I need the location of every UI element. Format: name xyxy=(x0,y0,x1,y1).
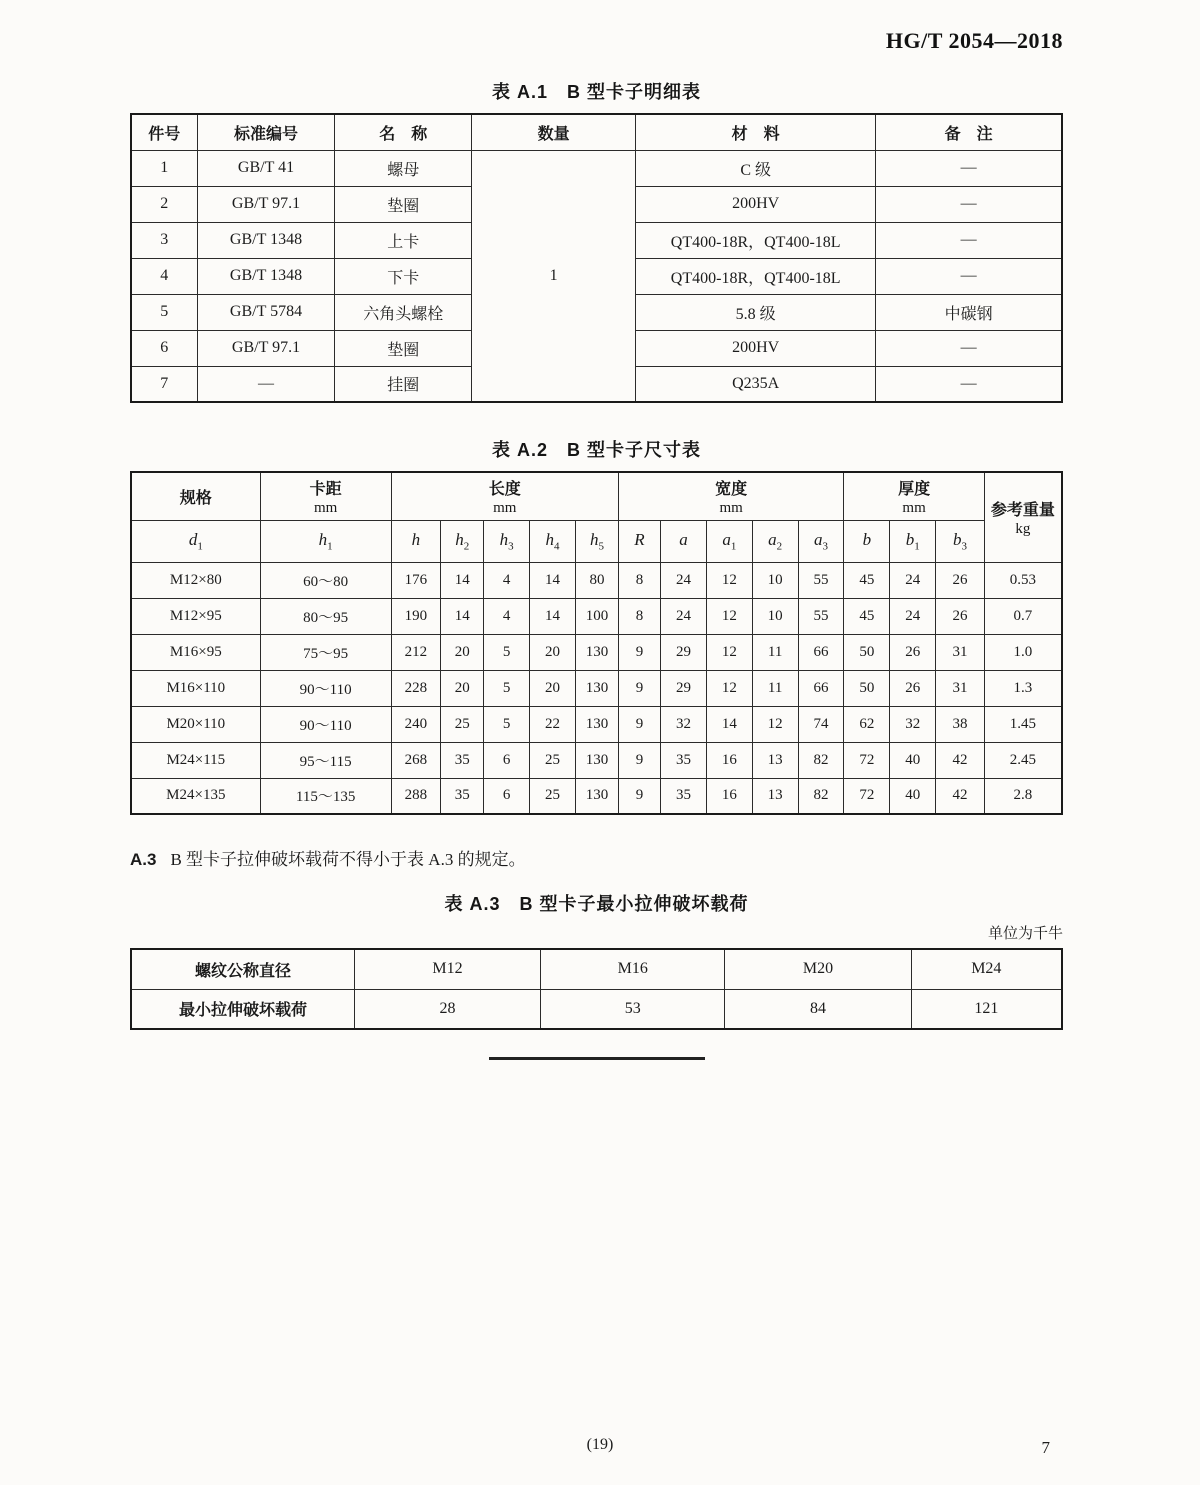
cell: M24×115 xyxy=(131,742,260,778)
table-row xyxy=(131,634,1062,670)
cell: QT400-18R，QT400-18L xyxy=(636,258,876,294)
cell: 31 xyxy=(936,634,985,670)
symbol-h1: $h_1$ xyxy=(260,520,391,562)
group-label: 长度 xyxy=(488,480,521,498)
col-group-thickness xyxy=(844,472,984,520)
cell: 1.3 xyxy=(984,670,1062,706)
row-header-min-breaking-load: 最小拉伸破坏载荷 xyxy=(131,989,354,1029)
cell: 130 xyxy=(575,634,618,670)
col-group-ref-weight xyxy=(984,472,1062,562)
cell: 200HV xyxy=(636,186,876,222)
cell: — xyxy=(876,186,1062,222)
cell: 200HV xyxy=(636,330,876,366)
cell: 26 xyxy=(890,634,936,670)
cell: M16×95 xyxy=(131,634,260,670)
cell: 5 xyxy=(484,706,530,742)
cell: 1.45 xyxy=(984,706,1062,742)
end-of-text-divider xyxy=(489,1057,705,1060)
table-a2 xyxy=(130,471,1063,815)
cell: 4 xyxy=(131,258,197,294)
cell: 90～110 xyxy=(260,706,391,742)
cell: 84 xyxy=(725,989,911,1029)
cell: — xyxy=(876,150,1062,186)
cell: 240 xyxy=(391,706,441,742)
cell: M16×110 xyxy=(131,670,260,706)
cell: 26 xyxy=(936,598,985,634)
cell: 11 xyxy=(752,670,798,706)
cell: 挂圈 xyxy=(335,366,472,402)
cell: 72 xyxy=(844,742,890,778)
table-row xyxy=(131,150,1062,186)
footer-page-number: 7 xyxy=(1041,1438,1050,1457)
table-a1 xyxy=(130,113,1063,403)
cell: 12 xyxy=(706,562,752,598)
cell: 5 xyxy=(131,294,197,330)
cell: 90～110 xyxy=(260,670,391,706)
cell: 1 xyxy=(131,150,197,186)
cell: 55 xyxy=(798,562,844,598)
col-group-spec: 规格 xyxy=(131,472,260,520)
cell: 11 xyxy=(752,634,798,670)
group-unit: mm xyxy=(313,499,338,516)
cell: 13 xyxy=(752,778,798,814)
cell: 26 xyxy=(890,670,936,706)
symbol-a: a xyxy=(661,520,707,562)
cell: 0.53 xyxy=(984,562,1062,598)
cell: M20×110 xyxy=(131,706,260,742)
group-unit: kg xyxy=(1015,520,1031,537)
cell: 288 xyxy=(391,778,441,814)
cell: 38 xyxy=(936,706,985,742)
cell: 10 xyxy=(752,562,798,598)
cell: 25 xyxy=(530,742,576,778)
quantity-merged-cell: 1 xyxy=(472,150,636,402)
symbol-h3: $h_3$ xyxy=(484,520,530,562)
cell: 24 xyxy=(890,562,936,598)
cell: 130 xyxy=(575,706,618,742)
cell: 45 xyxy=(844,562,890,598)
col-header-standard-no: 标准编号 xyxy=(197,114,335,150)
cell: 24 xyxy=(661,562,707,598)
symbol-b: b xyxy=(844,520,890,562)
cell: 14 xyxy=(441,562,484,598)
cell: 2 xyxy=(131,186,197,222)
cell: 24 xyxy=(661,598,707,634)
cell: 29 xyxy=(661,634,707,670)
cell: 72 xyxy=(844,778,890,814)
cell: 35 xyxy=(661,778,707,814)
cell: 9 xyxy=(618,670,660,706)
table-a1-header-row xyxy=(131,114,1062,150)
cell: 228 xyxy=(391,670,441,706)
cell: 螺母 xyxy=(335,150,472,186)
row-header-thread-diameter: 螺纹公称直径 xyxy=(131,949,354,989)
cell: 82 xyxy=(798,778,844,814)
cell: 55 xyxy=(798,598,844,634)
cell: 6 xyxy=(131,330,197,366)
col-header-quantity: 数量 xyxy=(472,114,636,150)
cell: 190 xyxy=(391,598,441,634)
table-a2-title: 表 A.2 B 型卡子尺寸表 xyxy=(491,440,701,460)
cell: 1.0 xyxy=(984,634,1062,670)
group-unit: mm xyxy=(493,499,517,516)
cell: GB/T 1348 xyxy=(197,258,335,294)
group-unit: mm xyxy=(902,499,926,516)
footer-center-number: (19) xyxy=(586,1436,614,1453)
cell: 14 xyxy=(530,562,576,598)
cell: M12 xyxy=(354,949,540,989)
cell: 上卡 xyxy=(335,222,472,258)
cell: 74 xyxy=(798,706,844,742)
table-row xyxy=(131,670,1062,706)
group-label: 宽度 xyxy=(715,480,748,498)
cell: 53 xyxy=(541,989,725,1029)
cell: 25 xyxy=(530,778,576,814)
table-row xyxy=(131,562,1062,598)
cell: 32 xyxy=(890,706,936,742)
cell: 130 xyxy=(575,778,618,814)
col-header-item-no: 件号 xyxy=(131,114,197,150)
cell: 82 xyxy=(798,742,844,778)
cell: C 级 xyxy=(636,150,876,186)
cell: 16 xyxy=(706,742,752,778)
cell: M20 xyxy=(725,949,911,989)
cell: 31 xyxy=(936,670,985,706)
cell: 35 xyxy=(441,778,484,814)
symbol-b1: $b_1$ xyxy=(890,520,936,562)
cell: M16 xyxy=(541,949,725,989)
cell: — xyxy=(876,366,1062,402)
cell: 5.8 级 xyxy=(636,294,876,330)
cell: 121 xyxy=(911,989,1062,1029)
cell: 25 xyxy=(441,706,484,742)
table-a3-title: 表 A.3 B 型卡子最小拉伸破坏载荷 xyxy=(444,894,749,914)
cell: GB/T 5784 xyxy=(197,294,335,330)
cell: 12 xyxy=(706,634,752,670)
cell: 80 xyxy=(575,562,618,598)
cell: 10 xyxy=(752,598,798,634)
cell: 20 xyxy=(441,670,484,706)
table-a2-symbol-row xyxy=(131,520,1062,562)
cell: 14 xyxy=(706,706,752,742)
table-row xyxy=(131,949,1062,989)
col-header-material: 材 料 xyxy=(636,114,876,150)
cell: 12 xyxy=(752,706,798,742)
table-a1-title: 表 A.1 B 型卡子明细表 xyxy=(491,82,701,102)
cell: 下卡 xyxy=(335,258,472,294)
cell: 50 xyxy=(844,634,890,670)
page-content xyxy=(130,0,1063,1060)
cell: 垫圈 xyxy=(335,186,472,222)
symbol-b3: $b_3$ xyxy=(936,520,985,562)
cell: 4 xyxy=(484,562,530,598)
symbol-a1: $a_1$ xyxy=(706,520,752,562)
cell: 5 xyxy=(484,634,530,670)
cell: — xyxy=(876,258,1062,294)
cell: 35 xyxy=(441,742,484,778)
symbol-h5: $h_5$ xyxy=(575,520,618,562)
cell: 9 xyxy=(618,742,660,778)
table-row xyxy=(131,989,1062,1029)
cell: 95～115 xyxy=(260,742,391,778)
cell: 50 xyxy=(844,670,890,706)
cell: 0.7 xyxy=(984,598,1062,634)
cell: 60～80 xyxy=(260,562,391,598)
cell: 12 xyxy=(706,598,752,634)
cell: M12×80 xyxy=(131,562,260,598)
cell: 130 xyxy=(575,742,618,778)
cell: 2.45 xyxy=(984,742,1062,778)
cell: 14 xyxy=(530,598,576,634)
cell: 115～135 xyxy=(260,778,391,814)
cell: 62 xyxy=(844,706,890,742)
col-group-clamp-span xyxy=(260,472,391,520)
cell: 20 xyxy=(441,634,484,670)
col-group-length xyxy=(391,472,618,520)
cell: 26 xyxy=(936,562,985,598)
cell: 8 xyxy=(618,598,660,634)
cell: — xyxy=(197,366,335,402)
cell: M24×135 xyxy=(131,778,260,814)
col-header-name: 名 称 xyxy=(335,114,472,150)
cell: — xyxy=(876,222,1062,258)
cell: 2.8 xyxy=(984,778,1062,814)
cell: 42 xyxy=(936,742,985,778)
cell: 80～95 xyxy=(260,598,391,634)
doc-number: HG/T 2054—2018 xyxy=(885,28,1063,53)
cell: 9 xyxy=(618,778,660,814)
unit-note: 单位为千牛 xyxy=(987,926,1063,942)
paragraph-a3 xyxy=(130,845,1063,870)
cell: GB/T 1348 xyxy=(197,222,335,258)
cell: 66 xyxy=(798,634,844,670)
cell: 268 xyxy=(391,742,441,778)
cell: 130 xyxy=(575,670,618,706)
cell: 8 xyxy=(618,562,660,598)
symbol-h: h xyxy=(391,520,441,562)
cell: 212 xyxy=(391,634,441,670)
table-row xyxy=(131,778,1062,814)
table-a3 xyxy=(130,948,1063,1030)
cell: 6 xyxy=(484,778,530,814)
cell: 六角头螺栓 xyxy=(335,294,472,330)
group-label: 厚度 xyxy=(898,480,931,498)
symbol-a2: $a_2$ xyxy=(752,520,798,562)
cell: 75～95 xyxy=(260,634,391,670)
cell: 45 xyxy=(844,598,890,634)
symbol-a3: $a_3$ xyxy=(798,520,844,562)
cell: 14 xyxy=(441,598,484,634)
cell: 3 xyxy=(131,222,197,258)
cell: 40 xyxy=(890,742,936,778)
symbol-h4: $h_4$ xyxy=(530,520,576,562)
group-label: 卡距 xyxy=(309,480,342,498)
cell: 66 xyxy=(798,670,844,706)
cell: GB/T 97.1 xyxy=(197,330,335,366)
group-unit: mm xyxy=(719,499,743,516)
cell: M12×95 xyxy=(131,598,260,634)
cell: 32 xyxy=(661,706,707,742)
symbol-d1: $d_1$ xyxy=(131,520,260,562)
clause-label: A.3 xyxy=(130,850,157,869)
symbol-h2: $h_2$ xyxy=(441,520,484,562)
cell: 13 xyxy=(752,742,798,778)
table-row xyxy=(131,742,1062,778)
symbol-R: R xyxy=(618,520,660,562)
cell: GB/T 97.1 xyxy=(197,186,335,222)
cell: 7 xyxy=(131,366,197,402)
cell: — xyxy=(876,330,1062,366)
cell: 垫圈 xyxy=(335,330,472,366)
cell: GB/T 41 xyxy=(197,150,335,186)
table-a2-group-header-row xyxy=(131,472,1062,520)
cell: 35 xyxy=(661,742,707,778)
cell: 22 xyxy=(530,706,576,742)
cell: 中碳钢 xyxy=(876,294,1062,330)
cell: 20 xyxy=(530,634,576,670)
cell: 12 xyxy=(706,670,752,706)
cell: 16 xyxy=(706,778,752,814)
clause-text: B 型卡子拉伸破坏载荷不得小于表 A.3 的规定。 xyxy=(170,850,526,869)
col-header-remark: 备 注 xyxy=(876,114,1062,150)
table-row xyxy=(131,598,1062,634)
cell: QT400-18R，QT400-18L xyxy=(636,222,876,258)
cell: 40 xyxy=(890,778,936,814)
cell: 9 xyxy=(618,706,660,742)
cell: 29 xyxy=(661,670,707,706)
cell: 176 xyxy=(391,562,441,598)
cell: 24 xyxy=(890,598,936,634)
cell: 9 xyxy=(618,634,660,670)
cell: 5 xyxy=(484,670,530,706)
cell: M24 xyxy=(911,949,1062,989)
group-label: 参考重量 xyxy=(990,501,1055,519)
table-row xyxy=(131,706,1062,742)
cell: 4 xyxy=(484,598,530,634)
cell: Q235A xyxy=(636,366,876,402)
cell: 100 xyxy=(575,598,618,634)
cell: 28 xyxy=(354,989,540,1029)
cell: 6 xyxy=(484,742,530,778)
cell: 42 xyxy=(936,778,985,814)
cell: 20 xyxy=(530,670,576,706)
col-group-width xyxy=(618,472,843,520)
